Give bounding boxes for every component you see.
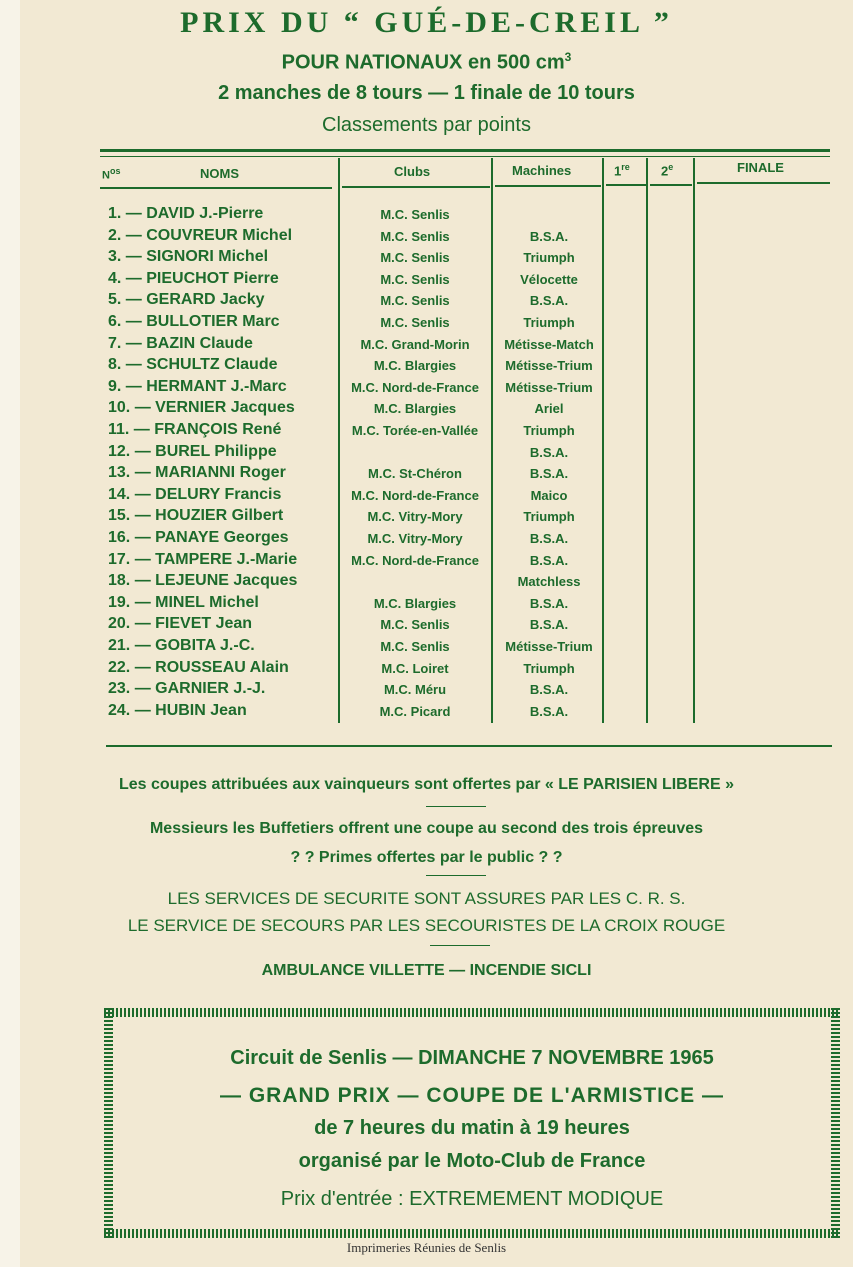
entry-machine: Vélocette bbox=[520, 271, 578, 287]
entry-name: 11. — FRANÇOIS René bbox=[108, 421, 282, 438]
entry-machine: B.S.A. bbox=[529, 682, 569, 698]
separator bbox=[430, 945, 490, 946]
entry-machine: B.S.A. bbox=[529, 531, 569, 546]
entry-machine: Triumph bbox=[523, 315, 575, 330]
entry-name: 6. — BULLOTIER Marc bbox=[108, 313, 280, 330]
entry-club: M.C. Nord-de-France bbox=[351, 379, 479, 395]
entry-machine: Triumph bbox=[523, 660, 575, 676]
entry-machine: Métisse-Trium bbox=[505, 379, 593, 395]
entry-club: M.C. Senlis bbox=[380, 228, 450, 244]
entry-name: 18. — LEJEUNE Jacques bbox=[108, 572, 298, 590]
entry-club: M.C. Grand-Morin bbox=[360, 336, 470, 352]
race-format: 2 manches de 8 tours — 1 finale de 10 tours bbox=[218, 82, 635, 104]
event-entry-price: Prix d'entrée : EXTREMEMENT MODIQUE bbox=[280, 1188, 664, 1210]
table-row bbox=[0, 680, 853, 702]
entry-machine: B.S.A. bbox=[529, 228, 569, 244]
entry-club: M.C. Senlis bbox=[380, 617, 450, 633]
entry-club: M.C. St-Chéron bbox=[368, 466, 462, 482]
race-category bbox=[0, 50, 853, 75]
table-row bbox=[0, 615, 853, 637]
header-machines: Machines bbox=[512, 163, 572, 178]
entry-name: 23. — GARNIER J.-J. bbox=[108, 680, 266, 698]
entry-machine: B.S.A. bbox=[529, 703, 569, 719]
entry-name: 8. — SCHULTZ Claude bbox=[108, 356, 278, 374]
entry-club: M.C. Picard bbox=[379, 703, 451, 719]
entry-name: 10. — VERNIER Jacques bbox=[108, 399, 295, 417]
entry-machine: B.S.A. bbox=[529, 595, 569, 611]
event-hours: de 7 heures du matin à 19 heures bbox=[314, 1117, 630, 1139]
note-ambulance: AMBULANCE VILLETTE — INCENDIE SICLI bbox=[261, 962, 592, 979]
entry-name: 22. — ROUSSEAU Alain bbox=[108, 658, 289, 676]
entry-name: 13. — MARIANNI Roger bbox=[108, 464, 286, 482]
table-row bbox=[0, 227, 853, 249]
event-circuit-date: Circuit de Senlis — DIMANCHE 7 NOVEMBRE 1965 bbox=[230, 1047, 714, 1069]
race-title: PRIX DU “ GUÉ-DE-CREIL ” bbox=[180, 6, 673, 39]
table-row bbox=[0, 421, 853, 443]
header-clubs: Clubs bbox=[394, 164, 431, 179]
entry-club: M.C. Senlis bbox=[380, 315, 450, 330]
table-row bbox=[0, 572, 853, 594]
table-row bbox=[0, 248, 853, 270]
table-row bbox=[0, 637, 853, 659]
header-rule-first bbox=[606, 184, 646, 186]
header-rule-names bbox=[100, 187, 332, 189]
entry-club: M.C. Nord-de-France bbox=[351, 487, 479, 503]
separator bbox=[426, 806, 486, 807]
entry-name: 3. — SIGNORI Michel bbox=[108, 248, 269, 266]
table-row bbox=[0, 291, 853, 313]
entry-name: 1. — DAVID J.-Pierre bbox=[108, 205, 264, 222]
entry-machine: B.S.A. bbox=[529, 444, 569, 460]
entry-machine: Ariel bbox=[534, 401, 564, 417]
entry-club: M.C. Torée-en-Vallée bbox=[351, 423, 479, 438]
header-second-sup: e bbox=[668, 162, 674, 172]
table-row bbox=[0, 356, 853, 378]
entry-machine: Triumph bbox=[523, 250, 575, 266]
cubic-exponent: 3 bbox=[564, 50, 572, 64]
table-bottom-rule bbox=[106, 745, 832, 747]
entry-club: M.C. Senlis bbox=[380, 271, 450, 287]
entry-name: 19. — MINEL Michel bbox=[108, 593, 259, 611]
entry-name: 5. — GERARD Jacky bbox=[108, 291, 265, 309]
entry-machine: Triumph bbox=[523, 509, 575, 525]
table-row bbox=[0, 399, 853, 421]
header-rule-second bbox=[650, 184, 692, 186]
entry-name: 21. — GOBITA J.-C. bbox=[108, 637, 255, 654]
header-names: NOMS bbox=[200, 166, 239, 181]
table-row bbox=[0, 507, 853, 529]
table-row bbox=[0, 464, 853, 486]
entry-name: 17. — TAMPERE J.-Marie bbox=[108, 550, 298, 568]
entry-club: M.C. Senlis bbox=[380, 207, 450, 222]
note-security: LES SERVICES DE SECURITE SONT ASSURES PAR LES C. R. S. bbox=[167, 889, 686, 908]
table-row bbox=[0, 378, 853, 400]
entry-name: 4. — PIEUCHOT Pierre bbox=[108, 269, 279, 287]
table-row bbox=[0, 486, 853, 508]
note-cups: Les coupes attribuées aux vainqueurs sont offertes par « LE PARISIEN LIBERE » bbox=[119, 776, 734, 793]
table-row bbox=[0, 659, 853, 681]
printer-credit: Imprimeries Réunies de Senlis bbox=[346, 1240, 507, 1255]
entry-club: M.C. Senlis bbox=[380, 639, 450, 654]
header-second-text: 2 bbox=[661, 163, 669, 179]
entry-club: M.C. Senlis bbox=[380, 293, 450, 309]
entry-machine: Métisse-Trium bbox=[505, 639, 593, 654]
entry-machine: Triumph bbox=[523, 423, 575, 438]
table-row bbox=[0, 529, 853, 551]
header-finale: FINALE bbox=[737, 160, 784, 175]
entry-machine: B.S.A. bbox=[529, 552, 569, 568]
separator bbox=[426, 875, 486, 876]
table-top-rule-thin bbox=[100, 156, 830, 157]
table-row bbox=[0, 313, 853, 335]
entry-name: 24. — HUBIN Jean bbox=[108, 701, 247, 719]
entry-machine: Maico bbox=[530, 487, 568, 503]
event-grand-prix: — GRAND PRIX — COUPE DE L'ARMISTICE — bbox=[219, 1084, 725, 1107]
header-first-heat bbox=[614, 162, 630, 178]
entry-machine: Métisse-Trium bbox=[505, 358, 593, 374]
entry-machine: Métisse-Match bbox=[504, 336, 594, 352]
table-row bbox=[0, 270, 853, 292]
entry-name: 14. — DELURY Francis bbox=[108, 485, 282, 503]
note-rescue: LE SERVICE DE SECOURS PAR LES SECOURISTES DE LA CROIX ROUGE bbox=[127, 916, 726, 935]
table-row bbox=[0, 594, 853, 616]
entry-club: M.C. Méru bbox=[383, 682, 447, 698]
table-row bbox=[0, 205, 853, 227]
entry-name: 2. — COUVREUR Michel bbox=[108, 226, 293, 244]
header-number-sup: os bbox=[109, 166, 121, 176]
note-buffetiers: Messieurs les Buffetiers offrent une coupe au second des trois épreuves bbox=[149, 820, 704, 837]
entry-name: 20. — FIEVET Jean bbox=[108, 615, 253, 633]
entry-club: M.C. Nord-de-France bbox=[351, 552, 479, 568]
ranking-method: Classements par points bbox=[322, 114, 531, 136]
table-row bbox=[0, 702, 853, 724]
header-rule-clubs bbox=[342, 186, 490, 188]
note-primes: ? ? Primes offertes par le public ? ? bbox=[290, 849, 563, 866]
entry-name: 16. — PANAYE Georges bbox=[108, 529, 289, 546]
entry-club: M.C. Blargies bbox=[373, 358, 457, 374]
header-rule-finale bbox=[697, 182, 830, 184]
header-second-heat bbox=[661, 162, 673, 178]
table-row bbox=[0, 443, 853, 465]
race-category-text: POUR NATIONAUX en 500 cm bbox=[281, 51, 565, 74]
entry-club: M.C. Vitry-Mory bbox=[367, 531, 463, 546]
table-row bbox=[0, 551, 853, 573]
entry-machine: Matchless bbox=[517, 574, 581, 590]
entry-name: 15. — HOUZIER Gilbert bbox=[108, 507, 284, 525]
header-number bbox=[102, 166, 120, 182]
event-organizer: organisé par le Moto-Club de France bbox=[298, 1150, 646, 1172]
header-rule-machines bbox=[495, 185, 601, 187]
entry-machine: B.S.A. bbox=[529, 293, 569, 309]
table-row bbox=[0, 335, 853, 357]
entry-name: 12. — BUREL Philippe bbox=[108, 442, 277, 460]
entry-machine: B.S.A. bbox=[529, 617, 569, 633]
event-announcement-box bbox=[104, 1008, 840, 1238]
entry-name: 9. — HERMANT J.-Marc bbox=[108, 377, 287, 395]
entry-club: M.C. Vitry-Mory bbox=[367, 509, 463, 525]
entry-machine: B.S.A. bbox=[529, 466, 569, 482]
entry-club: M.C. Senlis bbox=[380, 250, 450, 266]
header-number-text: N bbox=[102, 169, 110, 182]
header-first-sup: re bbox=[621, 162, 630, 172]
entry-name: 7. — BAZIN Claude bbox=[108, 334, 253, 352]
entry-club: M.C. Blargies bbox=[373, 595, 457, 611]
entry-club: M.C. Loiret bbox=[381, 660, 449, 676]
header-first-text: 1 bbox=[614, 163, 622, 179]
table-top-rule bbox=[100, 149, 830, 152]
entry-club: M.C. Blargies bbox=[373, 401, 457, 417]
